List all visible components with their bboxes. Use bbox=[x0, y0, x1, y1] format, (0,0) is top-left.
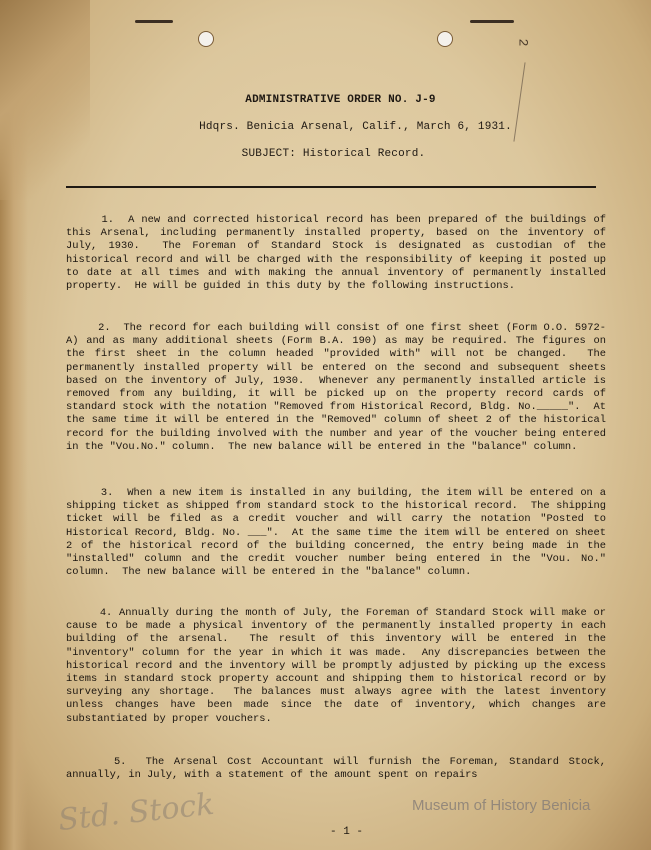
staple-mark-right bbox=[470, 20, 514, 23]
punch-hole-right bbox=[437, 31, 453, 47]
margin-page-mark: 2 bbox=[515, 38, 531, 49]
paragraph-5: 5. The Arsenal Cost Accountant will furnish the Foreman, Standard Stock, annually, in July, with a statement of the amount spent on repairs bbox=[66, 756, 613, 782]
paragraph-3: 3. When a new item is installed in any building, the item will be entered on a shipping ticket as shipped from standard stock to the historical record. The shipping ticket will be filed as a credit voucher and will carry the notation "Posted to Historical Record, Bldg. No. ___". At the same time the item will be entered on sheet 2 of the historical record of the building concerned, the entry being made in the "installed" column and the credit voucher number being entered in the "Vou. No." column. The new balance will be entered in the "balance" column. bbox=[66, 487, 613, 579]
pencil-annotation: Std. Stock bbox=[56, 786, 216, 839]
punch-hole-left bbox=[198, 31, 214, 47]
order-title: ADMINISTRATIVE ORDER NO. J-9 bbox=[245, 94, 436, 106]
header-divider bbox=[66, 186, 596, 188]
paragraph-2: 2. The record for each building will consist of one first sheet (Form O.O. 5972-A) and as many additional sheets (Form B.A. 190) as may be required. The figures on the first sheet in the column headed "provided with" will not be changed. The permanently installed property will be entered on the second and subsequent sheets based on the inventory of July, 1930. Whenever any permanently installed article is removed from any building, it will be picked up on the property record cards of standard stock with the notation "Removed from Historical Record, Bldg. No._____". At the same time it will be entered in the "Removed" column of sheet 2 of the historical record for the building involved with the number and year of the voucher being entered in the "Vou.No." column. The new balance will be entered in the "balance" column. bbox=[66, 322, 613, 453]
museum-watermark: Museum of History Benicia bbox=[412, 797, 591, 814]
paragraph-1: 1. A new and corrected historical record has been prepared of the buildings of this Arsenal, including permanently installed property, based on the inventory of July, 1930. The Foreman of Standard Stock is designated as custodian of the historical record and will be charged with the responsibility of keeping it posted up to date at all times and with making the annual inventory of permanently installed property. He will be guided in this duty by the following instructions. bbox=[66, 214, 613, 293]
paragraph-4: 4. Annually during the month of July, the Foreman of Standard Stock will make or cause to be made a physical inventory of the permanently installed property in each building of the arsenal. The result of this inventory will be entered in the "inventory" column for the year in which it was made. Any discrepancies between the historical record and the inventory will be promptly adjusted by picking up the excess items in standard stock property account and shipping them to historical record or by surveying any shortage. The balances must always agree with the latest inventory unless changes have been made since the date of inventory, which changes are substantiated by proper vouchers. bbox=[66, 607, 613, 725]
subject-line: SUBJECT: Historical Record. bbox=[241, 148, 426, 160]
headquarters-line: Hdqrs. Benicia Arsenal, Calif., March 6, 1931. bbox=[199, 121, 512, 133]
staple-mark-left bbox=[135, 20, 173, 23]
page-number: - 1 - bbox=[330, 826, 364, 838]
